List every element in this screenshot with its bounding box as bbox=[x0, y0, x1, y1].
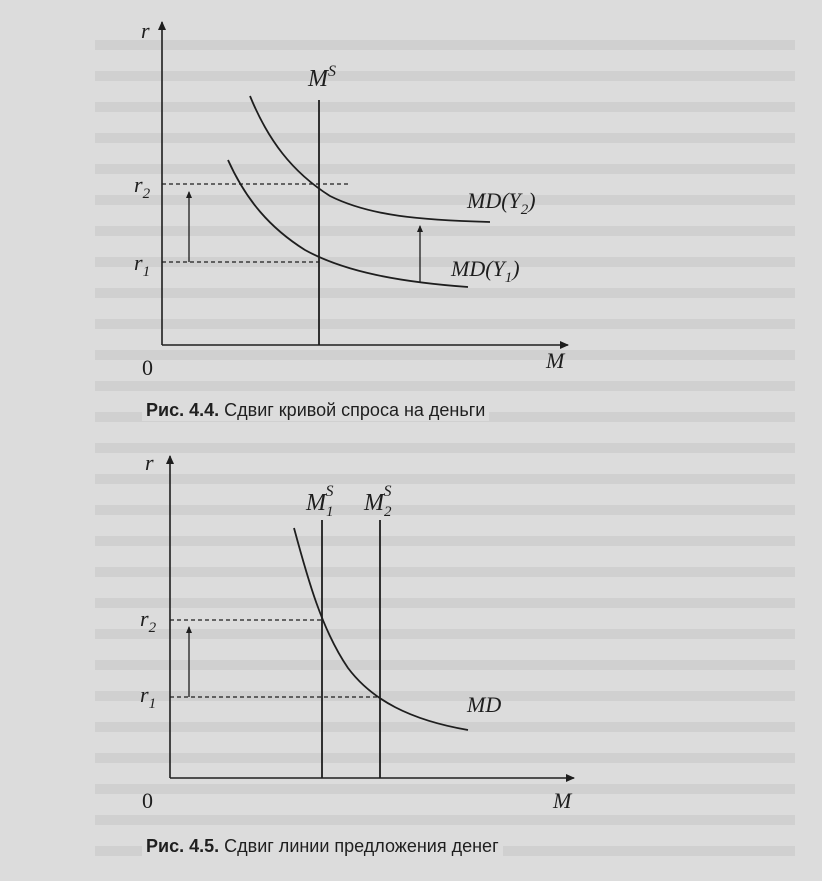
demand-curve bbox=[294, 528, 468, 730]
figure-4-5-caption bbox=[142, 836, 503, 857]
figure-4-4 bbox=[134, 18, 568, 380]
r1-label: $r_1$ bbox=[134, 250, 151, 280]
r2-label: $r_2$ bbox=[140, 606, 157, 636]
demand-curve-y2 bbox=[250, 96, 490, 222]
x-axis-label: M bbox=[546, 348, 565, 373]
r2-label: $r_2$ bbox=[134, 172, 151, 202]
y-axis-label: r bbox=[145, 450, 154, 475]
figure-4-5 bbox=[140, 450, 574, 813]
figure-4-4-caption bbox=[142, 400, 489, 421]
money-supply-1-label: $M_1S$ bbox=[306, 483, 334, 520]
origin-label: 0 bbox=[142, 355, 153, 380]
demand-label: MD bbox=[467, 692, 502, 717]
demand-y2-label: $MD(Y_2)$ bbox=[467, 188, 536, 218]
caption-number: Рис. 4.4. bbox=[146, 400, 220, 420]
origin-label: 0 bbox=[142, 788, 153, 813]
money-supply-label: $M^S$ bbox=[308, 63, 336, 92]
demand-curve-y1 bbox=[228, 160, 468, 287]
x-axis-label: M bbox=[553, 788, 572, 813]
caption-number: Рис. 4.5. bbox=[146, 836, 220, 856]
money-supply-2-label: $M_2S$ bbox=[364, 483, 392, 520]
r1-label: $r_1$ bbox=[140, 682, 157, 712]
caption-text: Сдвиг линии предложения денег bbox=[224, 836, 499, 856]
caption-text: Сдвиг кривой спроса на деньги bbox=[224, 400, 486, 420]
y-axis-label: r bbox=[141, 18, 150, 43]
demand-y1-label: $MD(Y_1)$ bbox=[451, 256, 520, 286]
